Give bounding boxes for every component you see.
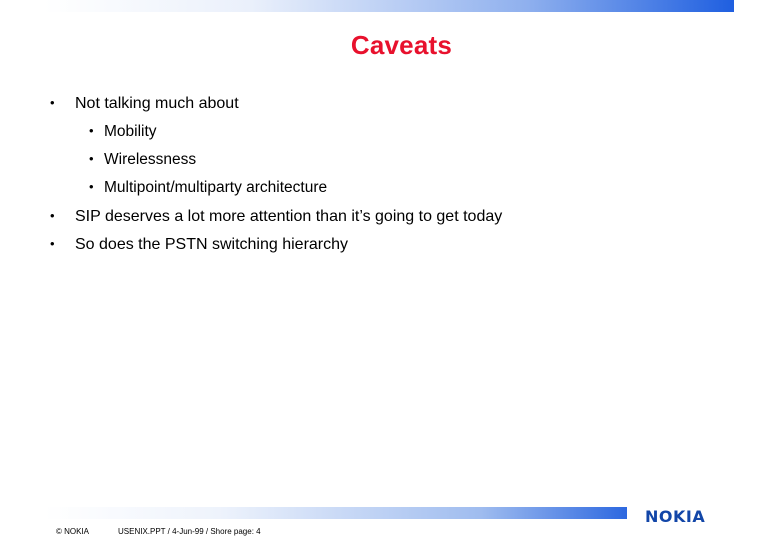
sub-bullet-item	[89, 122, 157, 142]
bullet-text: So does the PSTN switching hierarchy	[75, 236, 349, 253]
bullet-icon: •	[50, 95, 55, 110]
bullet-item	[50, 207, 502, 227]
sub-bullet-item	[89, 150, 196, 170]
bullet-icon: •	[89, 151, 94, 166]
bullet-item	[50, 235, 348, 255]
bullet-text: Not talking much about	[75, 95, 239, 112]
bullet-icon: •	[89, 123, 94, 138]
slide-title: Caveats	[350, 30, 452, 60]
bottom-gradient-bar	[44, 507, 627, 519]
bullet-text: Mobility	[104, 123, 157, 140]
bullet-icon: •	[89, 179, 94, 194]
footer-info: USENIX.PPT / 4-Jun-99 / Shore page: 4	[118, 527, 261, 536]
sub-bullet-item	[89, 178, 327, 198]
bullet-text: Wirelessness	[104, 151, 197, 168]
nokia-logo: NOKIA	[645, 507, 706, 526]
bullet-icon: •	[50, 236, 55, 251]
footer-copyright: © NOKIA	[56, 527, 90, 536]
bullet-icon: •	[50, 208, 55, 223]
bullet-item	[50, 94, 239, 114]
bullet-text: Multipoint/multiparty architecture	[104, 179, 328, 196]
bullet-text: SIP deserves a lot more attention than it’s going to get today	[75, 208, 503, 225]
